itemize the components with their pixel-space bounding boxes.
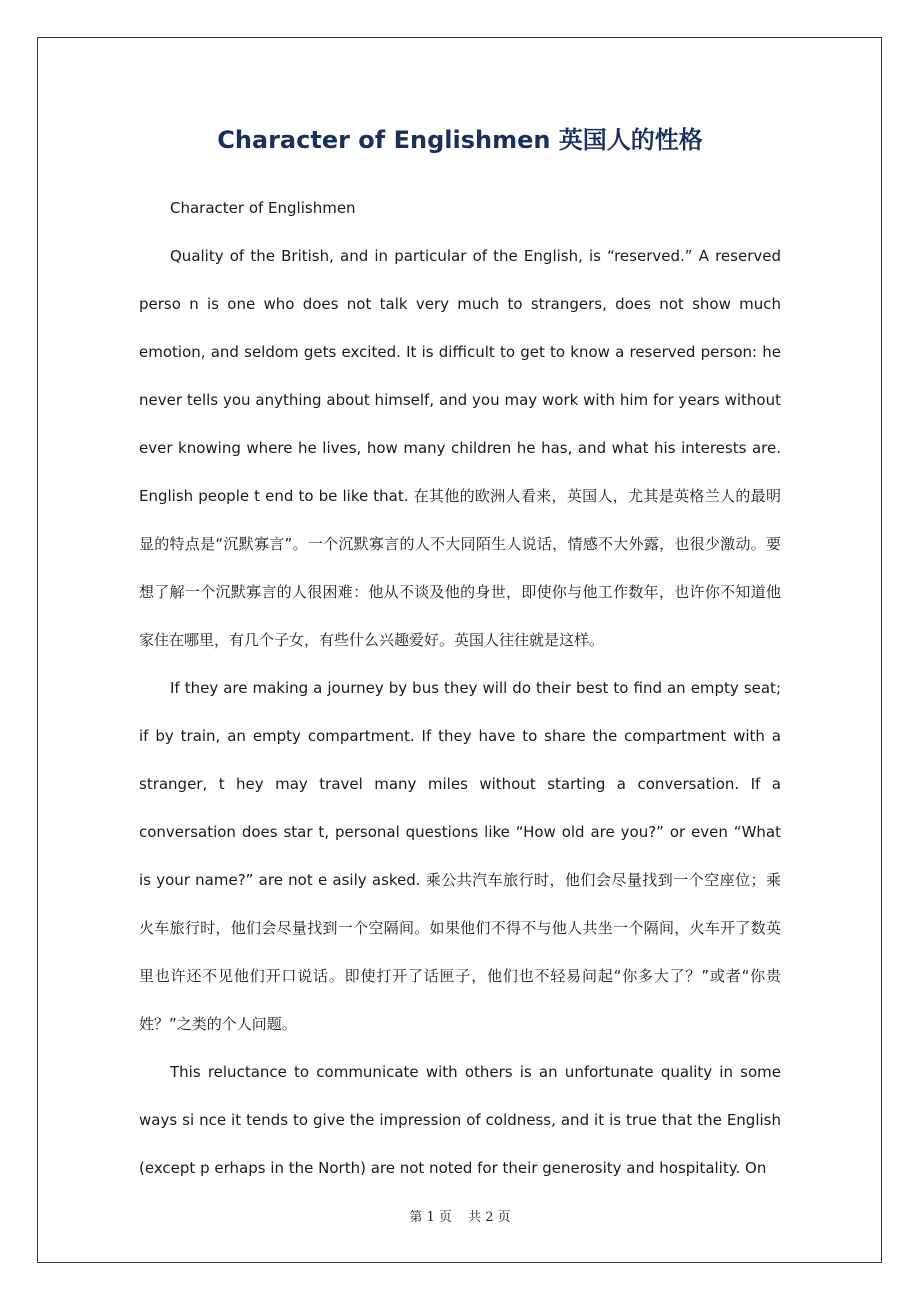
document-title: Character of Englishmen 英国人的性格 bbox=[217, 126, 703, 154]
paragraph-journey: If they are making a journey by bus they will do their best to find an empty seat; if by train, an empty compartment. If they have to share the compartment with a stranger, t hey may travel many miles without starting a conversation. If a conversation does star t, personal questions like “How old are you?” or even “What is your name?” are not e asily asked. 乘公共汽车旅行时，他们会尽量找到一个空座位；乘火车旅行时，他们会尽量找到一个空隔间。如果他们不得不与他人共坐一个隔间，火车开了数英里也许还不见他们开口说话。即使打开了话匣子，他们也不轻易问起“你多大了？”或者“你贵姓？”之类的个人问题。 bbox=[139, 679, 781, 1033]
document-body bbox=[139, 184, 781, 1192]
paragraph-reluctance: This reluctance to communicate with others is an unfortunate quality in some ways si nce it tends to give the impression of coldness, and it is true that the English (except p erhaps in the North) are not noted for their generosity and hospitality. On bbox=[139, 1063, 781, 1177]
page-total: 共 2 页 bbox=[468, 1210, 511, 1225]
page-number: 第 1 页 bbox=[409, 1210, 452, 1225]
paragraph-reserved: Quality of the British, and in particular of the English, is “reserved.” A reserved perso n is one who does not talk very much to strangers, does not show much emotion, and seldom gets excited. It is difficult to get to know a reserved person: he never tells you anything about himself, and you may work with him for years without ever knowing where he lives, how many children he has, and what his interests are. English people t end to be like that. 在其他的欧洲人看来，英国人，尤其是英格兰人的最明显的特点是“沉默寡言”。一个沉默寡言的人不大同陌生人说话，情感不大外露，也很少激动。要想了解一个沉默寡言的人很困难：他从不谈及他的身世，即使你与他工作数年，也许你不知道他家住在哪里，有几个子女，有些什么兴趣爱好。英国人往往就是这样。 bbox=[139, 247, 781, 649]
page-footer bbox=[0, 1206, 920, 1225]
paragraph-subtitle: Character of Englishmen bbox=[170, 199, 356, 217]
